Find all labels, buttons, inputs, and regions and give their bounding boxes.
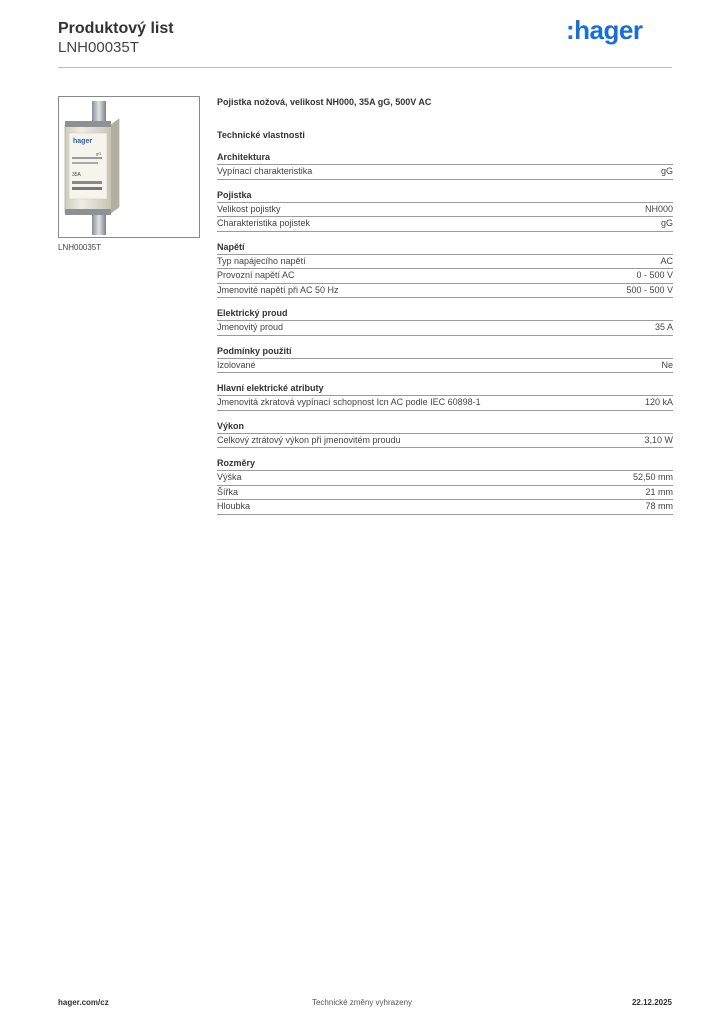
- svg-text:hager: hager: [73, 138, 93, 145]
- spec-group: [217, 241, 673, 299]
- spec-label: Jmenovité napětí při AC 50 Hz: [217, 284, 339, 295]
- footer-website: hager.com/cz: [58, 998, 109, 1007]
- product-description: Pojistka nožová, velikost NH000, 35A gG, 500V AC: [217, 97, 432, 107]
- spec-row: [217, 471, 673, 486]
- spec-group: [217, 345, 673, 374]
- technical-heading: Technické vlastnosti: [217, 130, 305, 140]
- spec-row: [217, 203, 673, 218]
- svg-text:gG: gG: [96, 151, 102, 156]
- spec-group-title: Pojistka: [217, 189, 673, 203]
- spec-row: [217, 396, 673, 411]
- spec-group-title: Hlavní elektrické atributy: [217, 382, 673, 396]
- spec-group-title: Rozměry: [217, 457, 673, 471]
- fuse-illustration: [59, 97, 199, 237]
- spec-label: Šířka: [217, 486, 239, 497]
- spec-row: [217, 217, 673, 232]
- spec-group-title: Napětí: [217, 241, 673, 255]
- image-caption: LNH00035T: [58, 243, 102, 252]
- product-code: LNH00035T: [58, 39, 139, 56]
- spec-label: Provozní napětí AC: [217, 270, 295, 280]
- spec-label: Jmenovitý proud: [217, 322, 284, 332]
- spec-value: 0 - 500 V: [636, 270, 673, 280]
- spec-label: Hloubka: [217, 501, 251, 511]
- spec-value: gG: [660, 166, 673, 176]
- spec-row: [217, 434, 673, 449]
- spec-row: [217, 269, 673, 284]
- spec-group: [217, 307, 673, 336]
- spec-value: 52,50 mm: [632, 472, 673, 482]
- page-title: Produktový list: [58, 20, 174, 37]
- spec-group: [217, 189, 673, 232]
- spec-value: 21 mm: [645, 486, 673, 497]
- header-divider: [58, 67, 672, 68]
- spec-row: [217, 321, 673, 336]
- spec-row: [217, 359, 673, 374]
- spec-row: [217, 486, 673, 501]
- spec-value: gG: [660, 218, 673, 228]
- spec-value: NH000: [644, 203, 673, 214]
- spec-value: 35 A: [654, 322, 673, 332]
- spec-row: [217, 165, 673, 180]
- spec-label: Typ napájecího napětí: [217, 255, 306, 266]
- spec-value: AC: [660, 255, 673, 266]
- footer-notice: Technické změny vyhrazeny: [311, 998, 413, 1007]
- spec-group-title: Architektura: [217, 151, 673, 165]
- spec-label: Celkový ztrátový výkon při jmenovitém proudu: [217, 434, 401, 445]
- spec-groups: [217, 151, 673, 515]
- spec-group: [217, 382, 673, 411]
- spec-label: Výška: [217, 472, 242, 482]
- spec-group-title: Podmínky použití: [217, 345, 673, 359]
- spec-label: Jmenovitá zkratová vypínací schopnost Icn AC podle IEC 60898-1: [217, 397, 481, 407]
- spec-group: [217, 420, 673, 449]
- spec-label: Velikost pojistky: [217, 203, 281, 214]
- spec-group: [217, 457, 673, 515]
- spec-group-title: Výkon: [217, 420, 673, 434]
- spec-row: [217, 255, 673, 270]
- spec-row: [217, 284, 673, 299]
- spec-label: Vypínací charakteristika: [217, 166, 313, 176]
- spec-content: [217, 95, 673, 515]
- spec-value: Ne: [661, 359, 673, 370]
- spec-label: Izolované: [217, 359, 256, 370]
- spec-row: [217, 500, 673, 515]
- spec-label: Charakteristika pojistek: [217, 218, 311, 228]
- hager-logo: :hager: [566, 15, 643, 45]
- spec-value: 500 - 500 V: [626, 284, 673, 295]
- spec-group-title: Elektrický proud: [217, 307, 673, 321]
- spec-value: 3,10 W: [644, 434, 673, 445]
- spec-value: 78 mm: [645, 501, 673, 511]
- svg-text:35A: 35A: [72, 172, 81, 178]
- spec-group: [217, 151, 673, 180]
- footer-date: 22.12.2025: [631, 998, 672, 1007]
- product-image: [58, 96, 200, 238]
- spec-value: 120 kA: [644, 397, 673, 407]
